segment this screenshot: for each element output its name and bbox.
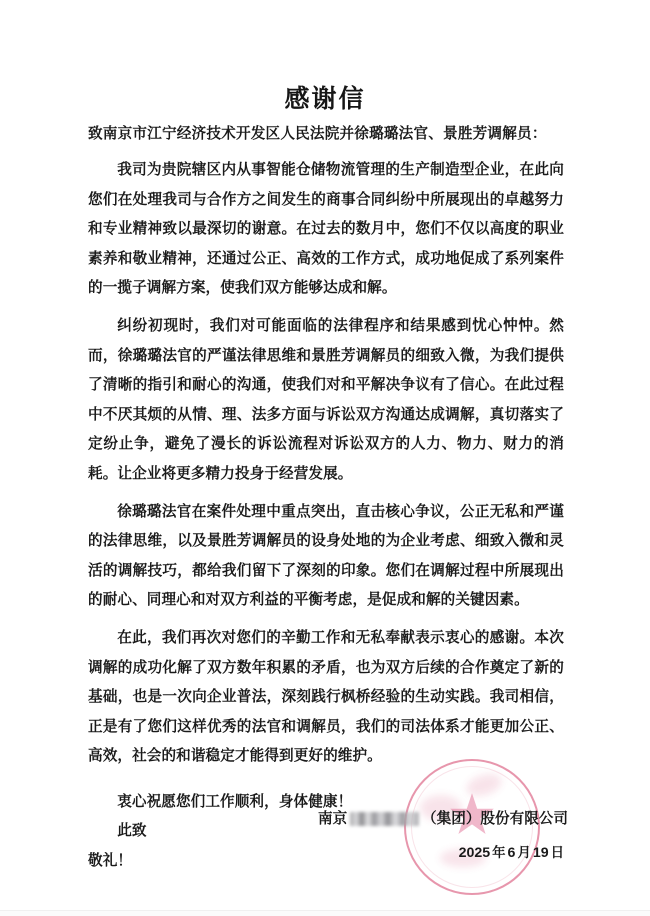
date-day-unit: 日 (550, 845, 564, 860)
date-month: 6 (507, 845, 516, 861)
closing-wish: 衷心祝愿您们工作顺利，身体健康！ (117, 793, 353, 810)
company-name-line (318, 806, 568, 832)
body-paragraph-3: 徐璐璐法官在案件处理中重点突出，直击核心争议，公正无私和严谨的法律思维，以及景胜芳调解员的设身处地的为企业考虑、细致入微和灵活的调解技巧，都给我们留下了深刻的印象。您们在调解过程中所展现出的耐心、同理心和对双方利益的平衡考虑，是促成和解的关键因素。 (88, 503, 564, 609)
letter-body (88, 120, 564, 877)
date-year: 2025 (458, 845, 491, 861)
signature-date (318, 840, 568, 866)
body-paragraph-2: 纠纷初现时，我们对可能面临的法律程序和结果感到忧心忡忡。然而，徐璐璐法官的严谨法律思维和景胜芳调解员的细致入微，为我们提供了清晰的指引和耐心的沟通，使我们对和平解决争议有了信心。在此过程中不厌其烦的从情、理、法多方面与诉讼双方沟通达成调解，真切落实了定纷止争，避免了漫长的诉讼流程对诉讼双方的人力、物力、财力的消耗。让企业将更多精力投身于经营发展。 (88, 317, 564, 482)
closing-cizhi: 此致 (117, 823, 147, 840)
redacted-company-name (350, 812, 419, 826)
signature-block (318, 806, 568, 866)
company-name-suffix: （集团）股份有限公司 (422, 811, 568, 827)
closing-jingli: 敬礼！ (88, 853, 133, 870)
date-year-unit: 年 (492, 845, 506, 860)
salutation-line: 致南京市江宁经济技术开发区人民法院并徐璐璐法官、景胜芳调解员： (88, 126, 547, 142)
body-paragraph-4: 在此，我们再次对您们的辛勤工作和无私奉献表示衷心的感谢。本次调解的成功化解了双方数年积累的矛盾，也为双方后续的合作奠定了新的基础，也是一次向企业普法，深刻践行枫桥经验的生动实践。我司相信，正是有了您们这样优秀的法官和调解员，我们的司法体系才能更加公正、高效，社会的和谐稳定才能得到更好的维护。 (88, 629, 564, 765)
date-month-unit: 月 (517, 845, 531, 860)
date-day: 19 (532, 845, 549, 861)
page-title: 感谢信 (284, 86, 366, 113)
body-paragraph-1: 我司为贵院辖区内从事智能仓储物流管理的生产制造型企业，在此向您们在处理我司与合作方之间发生的商事合同纠纷中所展现出的卓越努力和专业精神致以最深切的谢意。在过去的数月中，您们不仅以高度的职业素养和敬业精神，还通过公正、高效的工作方式，成功地促成了系列案件的一揽子调解方案，使我们双方能够达成和解。 (88, 162, 564, 297)
company-name-prefix: 南京 (318, 811, 348, 827)
